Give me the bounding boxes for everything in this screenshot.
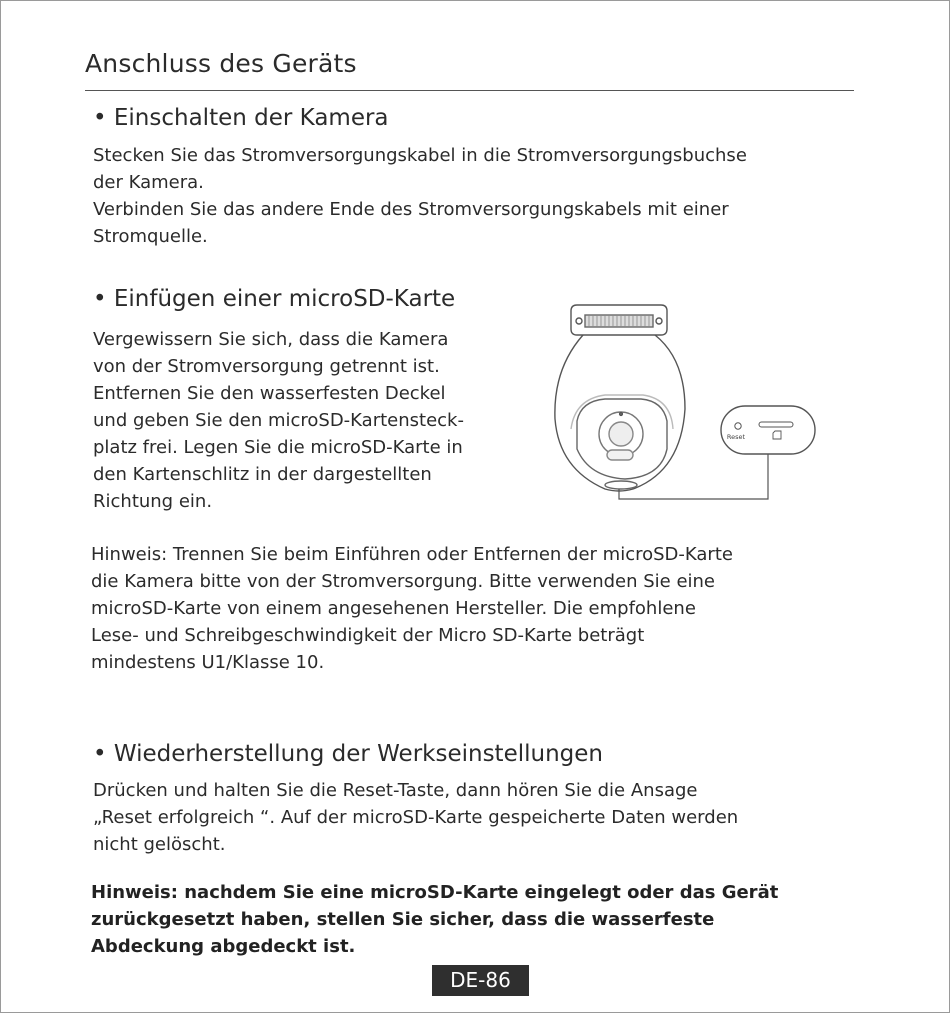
sd-instructions — [93, 326, 464, 515]
text-line: Drücken und halten Sie die Reset-Taste, dann hören Sie die Ansage — [93, 780, 698, 801]
camera-sd-slot-illustration — [549, 299, 821, 507]
text-line: Stromquelle. — [93, 226, 208, 247]
text-line: den Kartenschlitz in der dargestellten — [93, 464, 432, 485]
text-line: mindestens U1/Klasse 10. — [91, 652, 325, 673]
text-line: Verbinden Sie das andere Ende des Stromversorgungskabels mit einer — [93, 199, 729, 220]
cover-note — [91, 879, 778, 960]
reset-label: Reset — [726, 433, 746, 441]
text-line: von der Stromversorgung getrennt ist. — [93, 356, 440, 377]
camera-icon — [555, 305, 685, 491]
heading-factory-reset: • Wiederherstellung der Werkseinstellungen — [93, 741, 603, 767]
text-line: Vergewissern Sie sich, dass die Kamera — [93, 329, 449, 350]
sd-card-note — [91, 541, 733, 676]
text-line: nicht gelöscht. — [93, 834, 226, 855]
sd-slot-panel — [721, 406, 815, 454]
heading-power-on: • Einschalten der Kamera — [93, 105, 389, 131]
text-line: Abdeckung abgedeckt ist. — [91, 936, 356, 957]
text-line: Hinweis: nachdem Sie eine microSD-Karte eingelegt oder das Gerät — [91, 882, 779, 903]
power-instructions — [93, 142, 747, 250]
page-number: DE-86 — [432, 965, 529, 996]
text-line: Richtung ein. — [93, 491, 213, 512]
text-line: Hinweis: Trennen Sie beim Einführen oder Entfernen der microSD-Karte — [91, 544, 733, 565]
text-line: microSD-Karte von einem angesehenen Hersteller. Die empfohlene — [91, 598, 696, 619]
text-line: die Kamera bitte von der Stromversorgung. Bitte verwenden Sie eine — [91, 571, 716, 592]
text-line: Lese- und Schreibgeschwindigkeit der Micro SD-Karte beträgt — [91, 625, 645, 646]
reset-instructions — [93, 777, 738, 858]
text-line: Stecken Sie das Stromversorgungskabel in die Stromversorgungsbuchse — [93, 145, 747, 166]
text-line: der Kamera. — [93, 172, 204, 193]
heading-insert-sd: • Einfügen einer microSD-Karte — [93, 286, 456, 312]
text-line: „Reset erfolgreich “. Auf der microSD-Karte gespeicherte Daten werden — [93, 807, 739, 828]
text-line: zurückgesetzt haben, stellen Sie sicher, dass die wasserfeste — [91, 909, 715, 930]
page-title: Anschluss des Geräts — [85, 49, 357, 78]
title-divider — [85, 90, 854, 91]
text-line: und geben Sie den microSD-Kartensteck- — [93, 410, 464, 431]
text-line: platz frei. Legen Sie die microSD-Karte in — [93, 437, 463, 458]
text-line: Entfernen Sie den wasserfesten Deckel — [93, 383, 446, 404]
